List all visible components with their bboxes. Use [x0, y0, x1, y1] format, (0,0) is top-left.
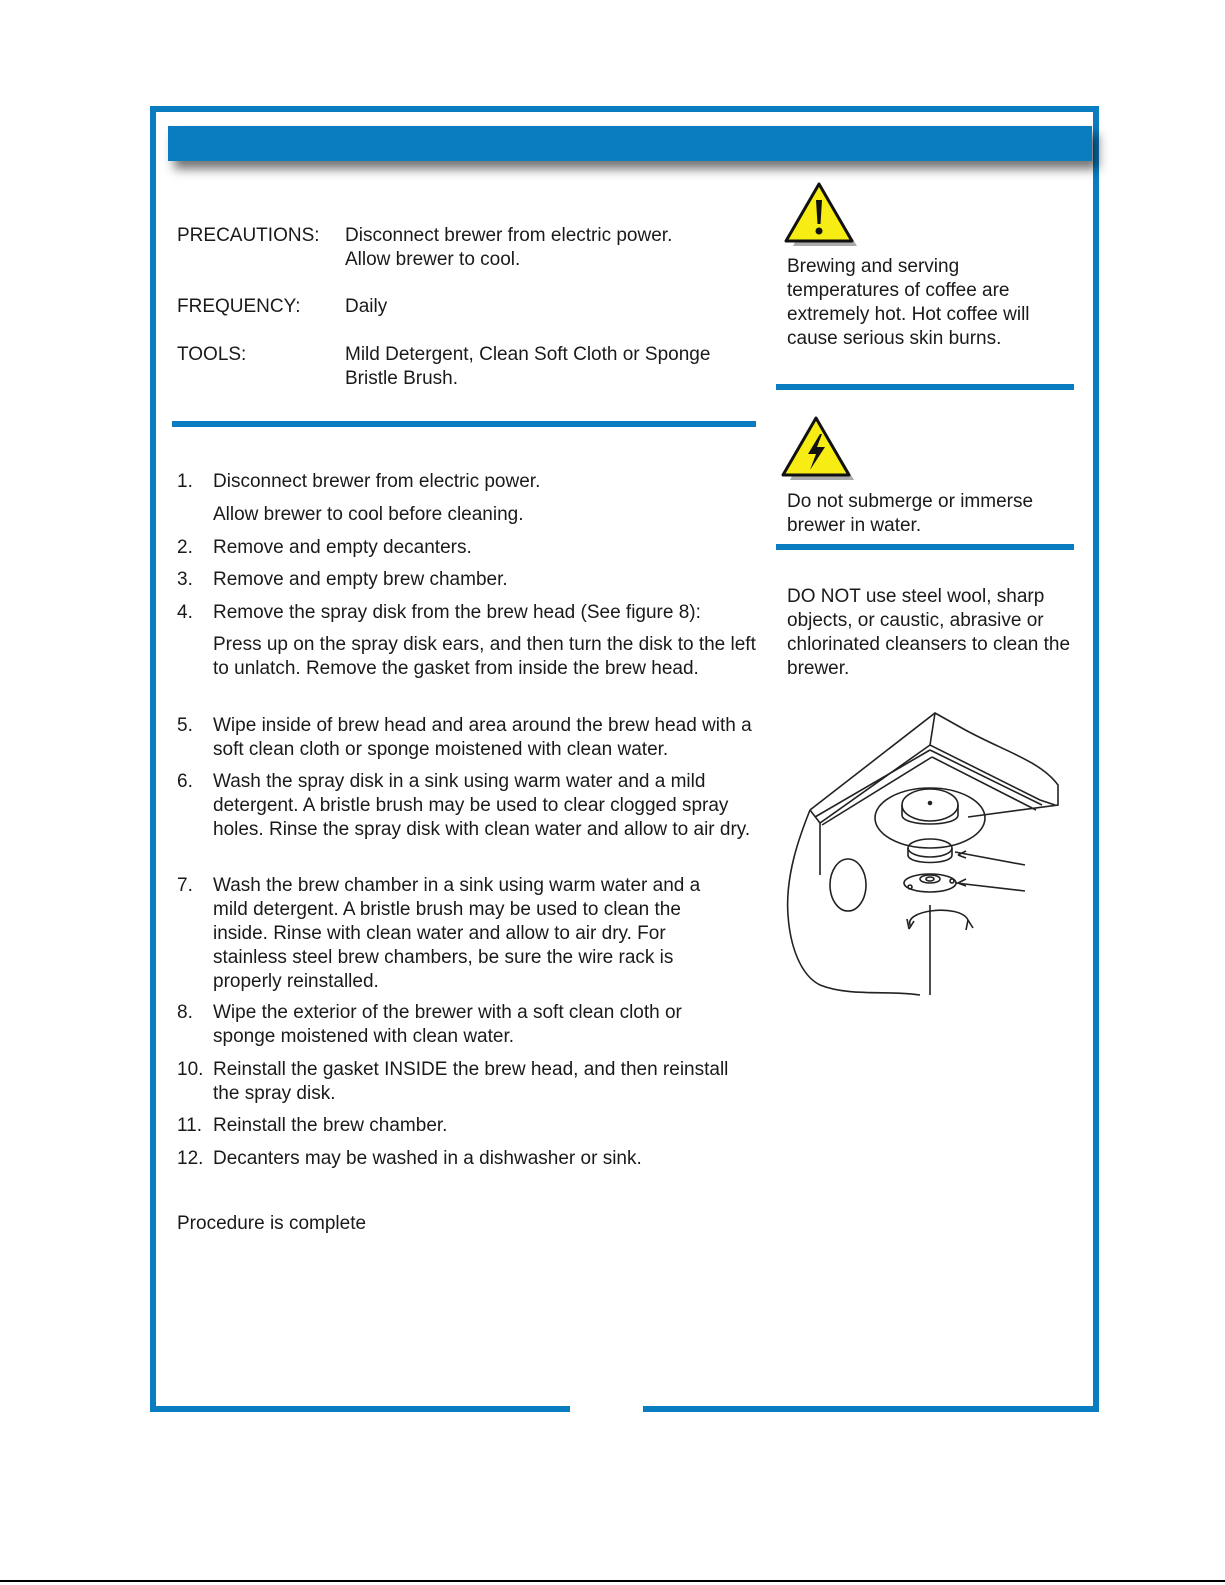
step-number: 10.: [177, 1059, 204, 1080]
step-number: 11.: [177, 1115, 203, 1136]
tools-line-2: Bristle Brush.: [345, 368, 458, 389]
electric-warning-text: Do not submerge or immerse brewer in water.: [787, 491, 1034, 536]
frame-gap: [570, 1400, 643, 1416]
header-bar: [168, 126, 1092, 161]
step-text: Wipe the exterior of the brewer with a soft clean cloth or sponge moistened with clean water.: [213, 1002, 682, 1047]
step-number: 7.: [177, 875, 193, 896]
step-number: 6.: [177, 771, 193, 792]
section-divider: [172, 421, 756, 427]
warning-divider: [776, 544, 1074, 550]
precautions-line-1: Disconnect brewer from electric power.: [345, 225, 673, 246]
step-number: 4.: [177, 602, 193, 623]
step-number: 12.: [177, 1148, 204, 1169]
step-text: Decanters may be washed in a dishwasher or sink.: [213, 1148, 642, 1169]
precautions-line-2: Allow brewer to cool.: [345, 249, 521, 270]
step-number: 2.: [177, 537, 193, 558]
frequency-label: FREQUENCY:: [177, 296, 301, 317]
step-text: Wipe inside of brew head and area around the brew head with a soft clean cloth or sponge moistened with clean water.: [213, 715, 752, 760]
step-number: 1.: [177, 471, 193, 492]
step-text: Wash the spray disk in a sink using warm water and a mild detergent. A bristle brush may be used to clear clogged spray holes. Rinse the spray disk with clean water and allow to air dry.: [213, 771, 751, 840]
step-text: Remove and empty decanters.: [213, 537, 472, 558]
tools-line-1: Mild Detergent, Clean Soft Cloth or Sponge: [345, 344, 711, 365]
frequency-value: Daily: [345, 296, 388, 317]
hot-warning-text: Brewing and serving temperatures of coffee are extremely hot. Hot coffee will cause serious skin burns.: [787, 256, 1030, 349]
caution-text: DO NOT use steel wool, sharp objects, or caustic, abrasive or chlorinated cleansers to clean the brewer.: [787, 586, 1071, 679]
precautions-label: PRECAUTIONS:: [177, 225, 320, 246]
step-number: 3.: [177, 569, 193, 590]
electric-shock-warning-icon: [780, 414, 860, 484]
step-text: Allow brewer to cool before cleaning.: [213, 504, 524, 525]
step-text: Disconnect brewer from electric power.: [213, 471, 541, 492]
step-text: Reinstall the gasket INSIDE the brew head, and then reinstall the spray disk.: [213, 1059, 729, 1104]
step-text: Wash the brew chamber in a sink using warm water and a mild detergent. A bristle brush may be used to clean the inside. Rinse with clean water and allow to air dry. For stainless steel brew chambers, be sure the wire rack is properly reinstalled.: [213, 875, 701, 992]
warning-divider: [776, 384, 1074, 390]
exclamation-warning-icon: [783, 180, 863, 250]
completion-note: Procedure is complete: [177, 1213, 367, 1234]
step-number: 8.: [177, 1002, 193, 1023]
tools-label: TOOLS:: [177, 344, 247, 365]
step-text: Press up on the spray disk ears, and then turn the disk to the left to unlatch. Remove the gasket from inside the brew head.: [213, 634, 756, 679]
brew-head-diagram: [780, 705, 1070, 1000]
step-text: Remove the spray disk from the brew head (See figure 8):: [213, 602, 701, 623]
step-text: Reinstall the brew chamber.: [213, 1115, 448, 1136]
step-number: 5.: [177, 715, 193, 736]
step-text: Remove and empty brew chamber.: [213, 569, 508, 590]
page-bottom-rule: [0, 1580, 1225, 1582]
